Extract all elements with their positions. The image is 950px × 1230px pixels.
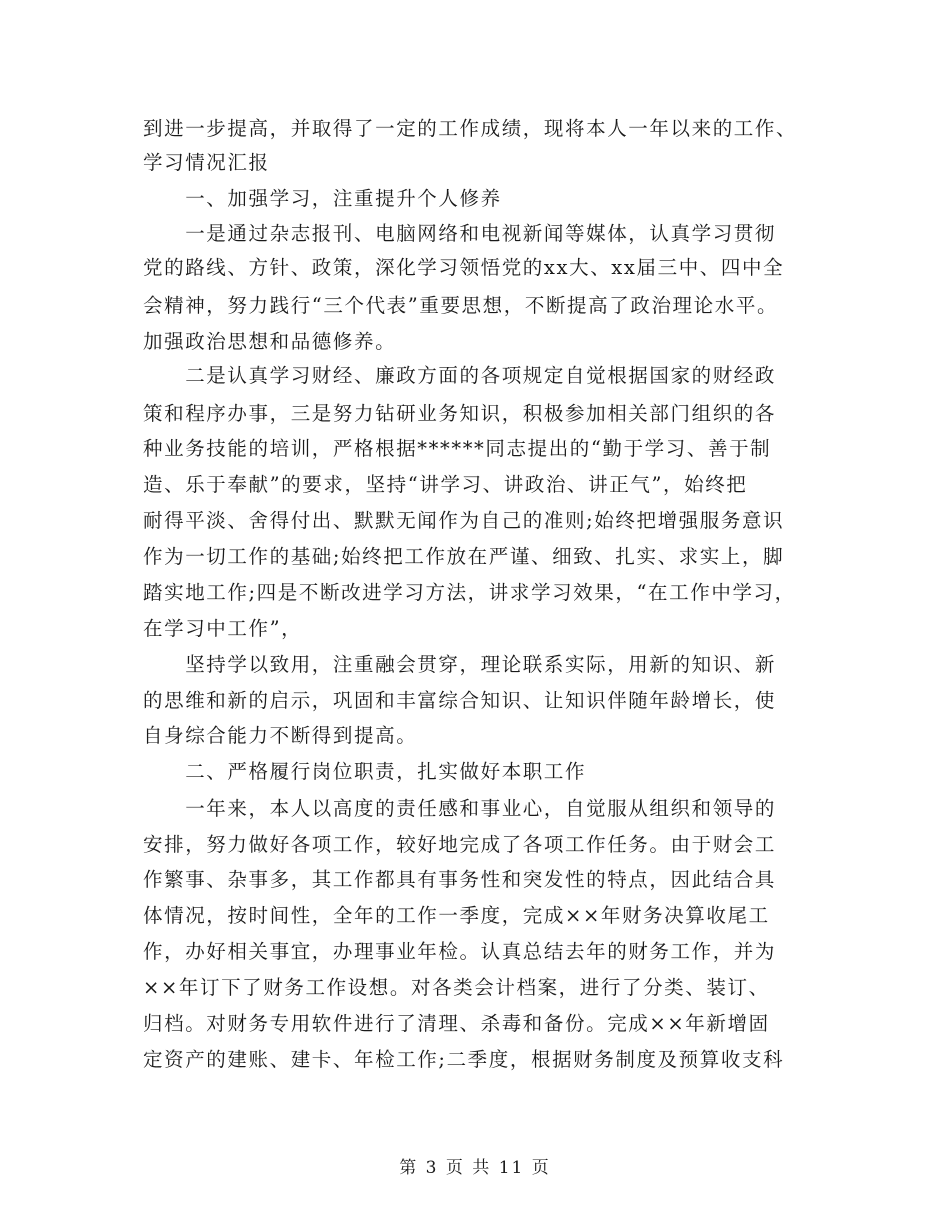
text-line: 自身综合能力不断得到提高。 (143, 724, 418, 747)
text-line: 二是认真学习财经、廉政方面的各项规定自觉根据国家的财经政 (143, 364, 777, 387)
page-footer: 第 3 页 共 11 页 (399, 1158, 551, 1178)
text-line: 作为一切工作的基础;始终把工作放在严谨、细致、扎实、求实上，脚 (143, 545, 785, 568)
text-line: 一是通过杂志报刊、电脑网络和电视新闻等媒体，认真学习贯彻 (143, 222, 777, 245)
text-line: 的思维和新的启示，巩固和丰富综合知识、让知识伴随年龄增长，使 (143, 689, 777, 712)
text-line: 学习情况汇报 (143, 151, 270, 174)
text-line: 加强政治思想和品德修养。 (143, 330, 397, 353)
text-line: 一年来，本人以高度的责任感和事业心，自觉服从组织和领导的 (143, 797, 777, 820)
text-line: 作繁事、杂事多，其工作都具有事务性和突发性的特点，因此结合具 (143, 868, 777, 891)
text-line: 在学习中工作”， (143, 617, 303, 640)
text-line: 党的路线、方针、政策，深化学习领悟党的xx大、xx届三中、四中全 (143, 256, 785, 279)
text-line: 归档。对财务专用软件进行了清理、杀毒和备份。完成××年新增固 (143, 1012, 770, 1035)
text-line: 到进一步提高，并取得了一定的工作成绩，现将本人一年以来的工作、 (143, 117, 798, 140)
text-line: 策和程序办事，三是努力钻研业务知识，积极参加相关部门组织的各 (143, 402, 777, 425)
text-line: 作，办好相关事宜，办理事业年检。认真总结去年的财务工作，并为 (143, 940, 777, 963)
text-line: 安排，努力做好各项工作，较好地完成了各项工作任务。由于财会工 (143, 833, 777, 856)
text-line: 会精神，努力践行“三个代表”重要思想，不断提高了政治理论水平。 (143, 294, 779, 317)
text-line: 踏实地工作;四是不断改进学习方法，讲求学习效果，“在工作中学习， (143, 581, 796, 604)
text-line: 定资产的建账、建卡、年检工作;二季度，根据财务制度及预算收支科 (143, 1048, 785, 1071)
text-line: 造、乐于奉献”的要求，坚持“讲学习、讲政治、讲正气”，始终把 (143, 473, 748, 496)
text-line: 二、严格履行岗位职责，扎实做好本职工作 (143, 760, 587, 783)
text-line: ××年订下了财务工作设想。对各类会计档案，进行了分类、装订、 (143, 976, 770, 999)
text-line: 体情况，按时间性，全年的工作一季度，完成××年财务决算收尾工 (143, 904, 770, 927)
text-line: 耐得平淡、舍得付出、默默无闻作为自己的准则;始终把增强服务意识 (143, 509, 785, 532)
text-line: 种业务技能的培训，严格根据******同志提出的“勤于学习、善于制 (143, 437, 772, 460)
text-line: 一、加强学习，注重提升个人修养 (143, 187, 502, 210)
text-line: 坚持学以致用，注重融会贯穿，理论联系实际，用新的知识、新 (143, 653, 777, 676)
